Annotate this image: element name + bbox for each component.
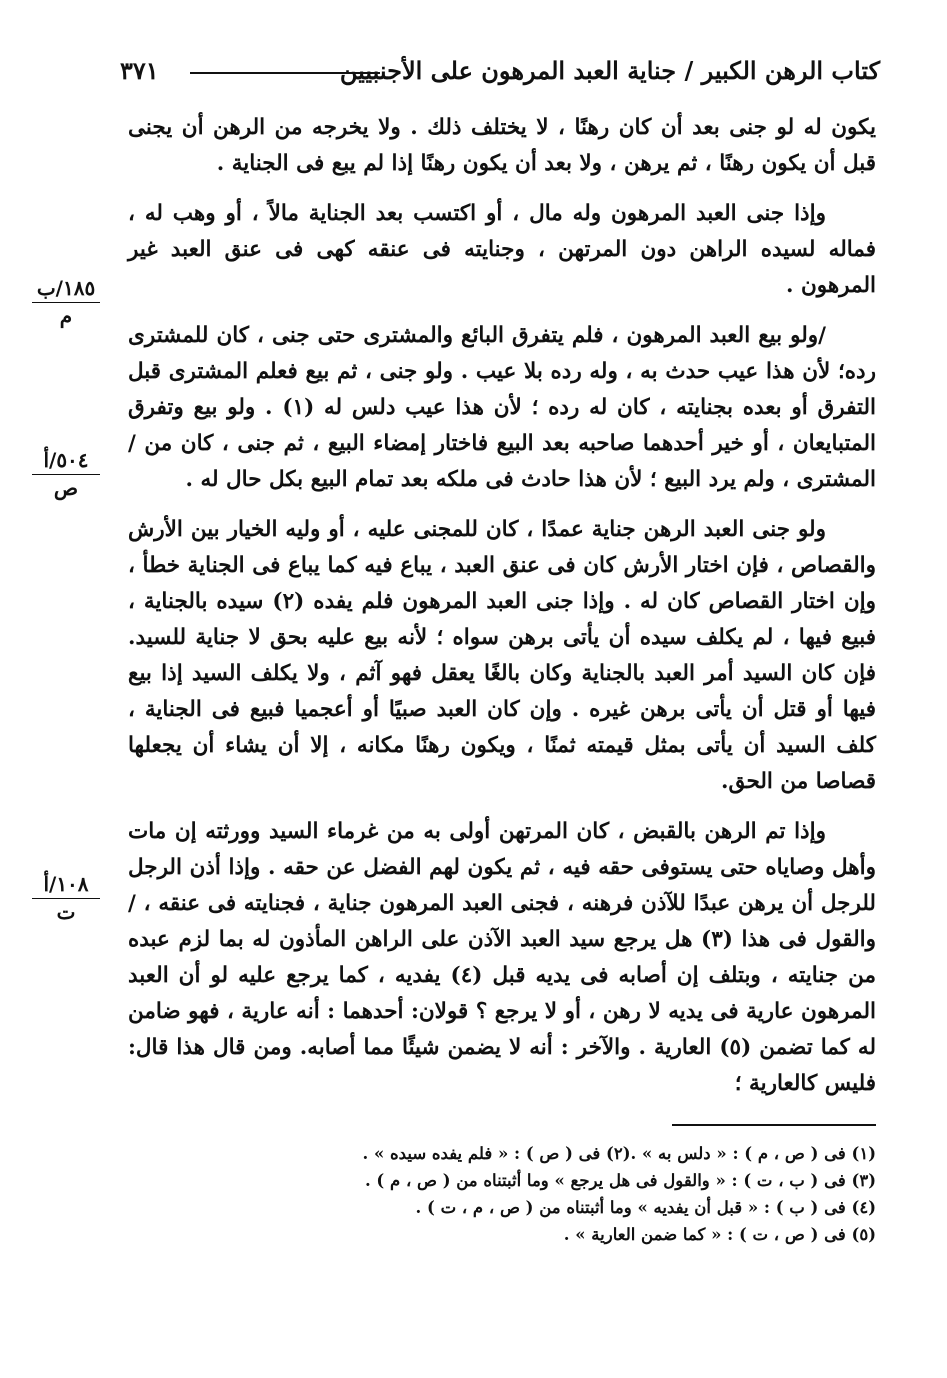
page-number: ٣٧١: [120, 56, 159, 85]
main-text: [128, 110, 876, 1116]
margin-note: [26, 872, 106, 923]
paragraph: وإذا تم الرهن بالقبض ، كان المرتهن أولى به من غرماء السيد وورثته إن مات وأهل وصاياه حتى يستوفى حقه فيه ، ثم يكون لهم الفضل عن حقه . وإذا أذن الرجل للرجل أن يرهن عبدًا للآذن فرهنه ، فجنى العبد المرهون جناية ، فجنايته فى عنقه ، / والقول فى هذا (٣) هل يرجع سيد العبد الآذن على الراهن المأذون له بما لزم عبده من جنايته ، وبتلف إن أصابه فى يديه قبل (٤) يفديه ، كما يرجع عليه لو أن العبد المرهون عارية فى يديه لا رهن ، أو لا يرجع ؟ قولان: أحدهما : أنه عارية ، فهو ضامن له كما تضمن (٥) العارية . والآخر : أنه لا يضمن شيئًا مما أصابه. ومن قال هذا قال: فليس كالعارية ؛: [128, 819, 876, 1096]
footnote-line: [240, 1194, 876, 1221]
paragraph: ولو جنى العبد الرهن جناية عمدًا ، كان للمجنى عليه ، أو وليه الخيار بين الأرش والقصاص ، فإن اختار الأرش كان فى عنق العبد ، يباع فيه كما يباع فى الجناية خطأ ، وإن اختار القصاص كان له . وإذا جنى العبد المرهون فلم يفده (٢) سيده بالجناية ، فبيع فيها ، لم يكلف سيده أن يأتى برهن سواه ؛ لأنه بيع عليه بحق لا جناية للسيد. فإن كان السيد أمر العبد بالجناية وكان بالغًا يعقل فهو آثم ، ولا يكلف السيد إذا بيع فيها أو قتل أن يأتى برهن غيره . وإن كان العبد صبيًا أو أعجميا فبيع فى الجناية ، كلف السيد أن يأتى بمثل قيمته ثمنًا ، ويكون رهنًا مكانه ، إلا أن يشاء أن يجعلها قصاصا من الحق.: [128, 517, 876, 794]
margin-note: [26, 276, 106, 327]
footnote: (٥) فى ( ص ، ت ) : « كما ضمن العارية » .: [563, 1225, 876, 1244]
footnote-line: [240, 1140, 876, 1167]
margin-note-siglum: ت: [56, 900, 76, 924]
header-rule: [190, 72, 380, 74]
running-title: كتاب الرهن الكبير / جناية العبد المرهون على الأجنبيين: [339, 56, 880, 85]
footnote-separator: [672, 1124, 876, 1126]
margin-note: [26, 448, 106, 499]
margin-note-folio: ٥٠٤/أ: [43, 448, 89, 472]
paragraph: وإذا جنى العبد المرهون وله مال ، أو اكتسب بعد الجناية مالاً ، أو وهب له ، فماله لسيده الراهن دون المرتهن ، وجنايته فى عنقه كهى فى عنق العبد غير المرهون .: [128, 201, 876, 298]
paragraph: يكون له لو جنى بعد أن كان رهنًا ، لا يختلف ذلك . ولا يخرجه من الرهن أن يجنى قبل أن يكون رهنًا ، ثم يرهن ، ولا بعد أن يكون رهنًا إذا لم يبع فى الجناية .: [128, 115, 876, 176]
margin-note-siglum: ص: [53, 476, 79, 500]
margin-note-siglum: م: [59, 304, 73, 328]
footnote-line: [240, 1167, 876, 1194]
paragraph: /ولو بيع العبد المرهون ، فلم يتفرق البائع والمشترى حتى جنى ، كان للمشترى رده؛ لأن هذا عيب حدث به ، وله رده بلا عيب . ولو جنى ، ثم بيع فعلم المشترى قبل التفرق أو بعده بجنايته ، كان له رده ؛ لأن هذا عيب دلس له (١) . ولو بيع وتفرق المتبايعان ، أو خير أحدهما صاحبه بعد البيع فاختار إمضاء البيع ، ثم جنى ، كان من / المشترى ، ولم يرد البيع ؛ لأن هذا حادث فى ملكه بعد تمام البيع بكل حال له .: [128, 323, 876, 492]
running-header: [120, 50, 880, 90]
margin-note-rule: [32, 898, 100, 899]
footnotes: [240, 1140, 876, 1248]
footnote: (٣) فى ( ب ، ت ) : « والقول فى هل يرجع » وما أثبتناه من ( ص ، م ) .: [364, 1171, 876, 1190]
margin-note-rule: [32, 302, 100, 303]
margin-note-rule: [32, 474, 100, 475]
footnote-line: [240, 1221, 876, 1248]
footnote: (٢) فى ( ص ) : « فلم يفده سيده » .: [362, 1144, 631, 1163]
footnote: (١) فى ( ص ، م ) : « دلس به » .: [630, 1144, 876, 1163]
footnote: (٤) فى ( ب ) : « قبل أن يفديه » وما أثبتناه من ( ص ، م ، ت ) .: [415, 1198, 876, 1217]
margin-note-folio: ١٨٥/ب: [36, 276, 96, 300]
margin-note-folio: ١٠٨/أ: [43, 872, 89, 896]
